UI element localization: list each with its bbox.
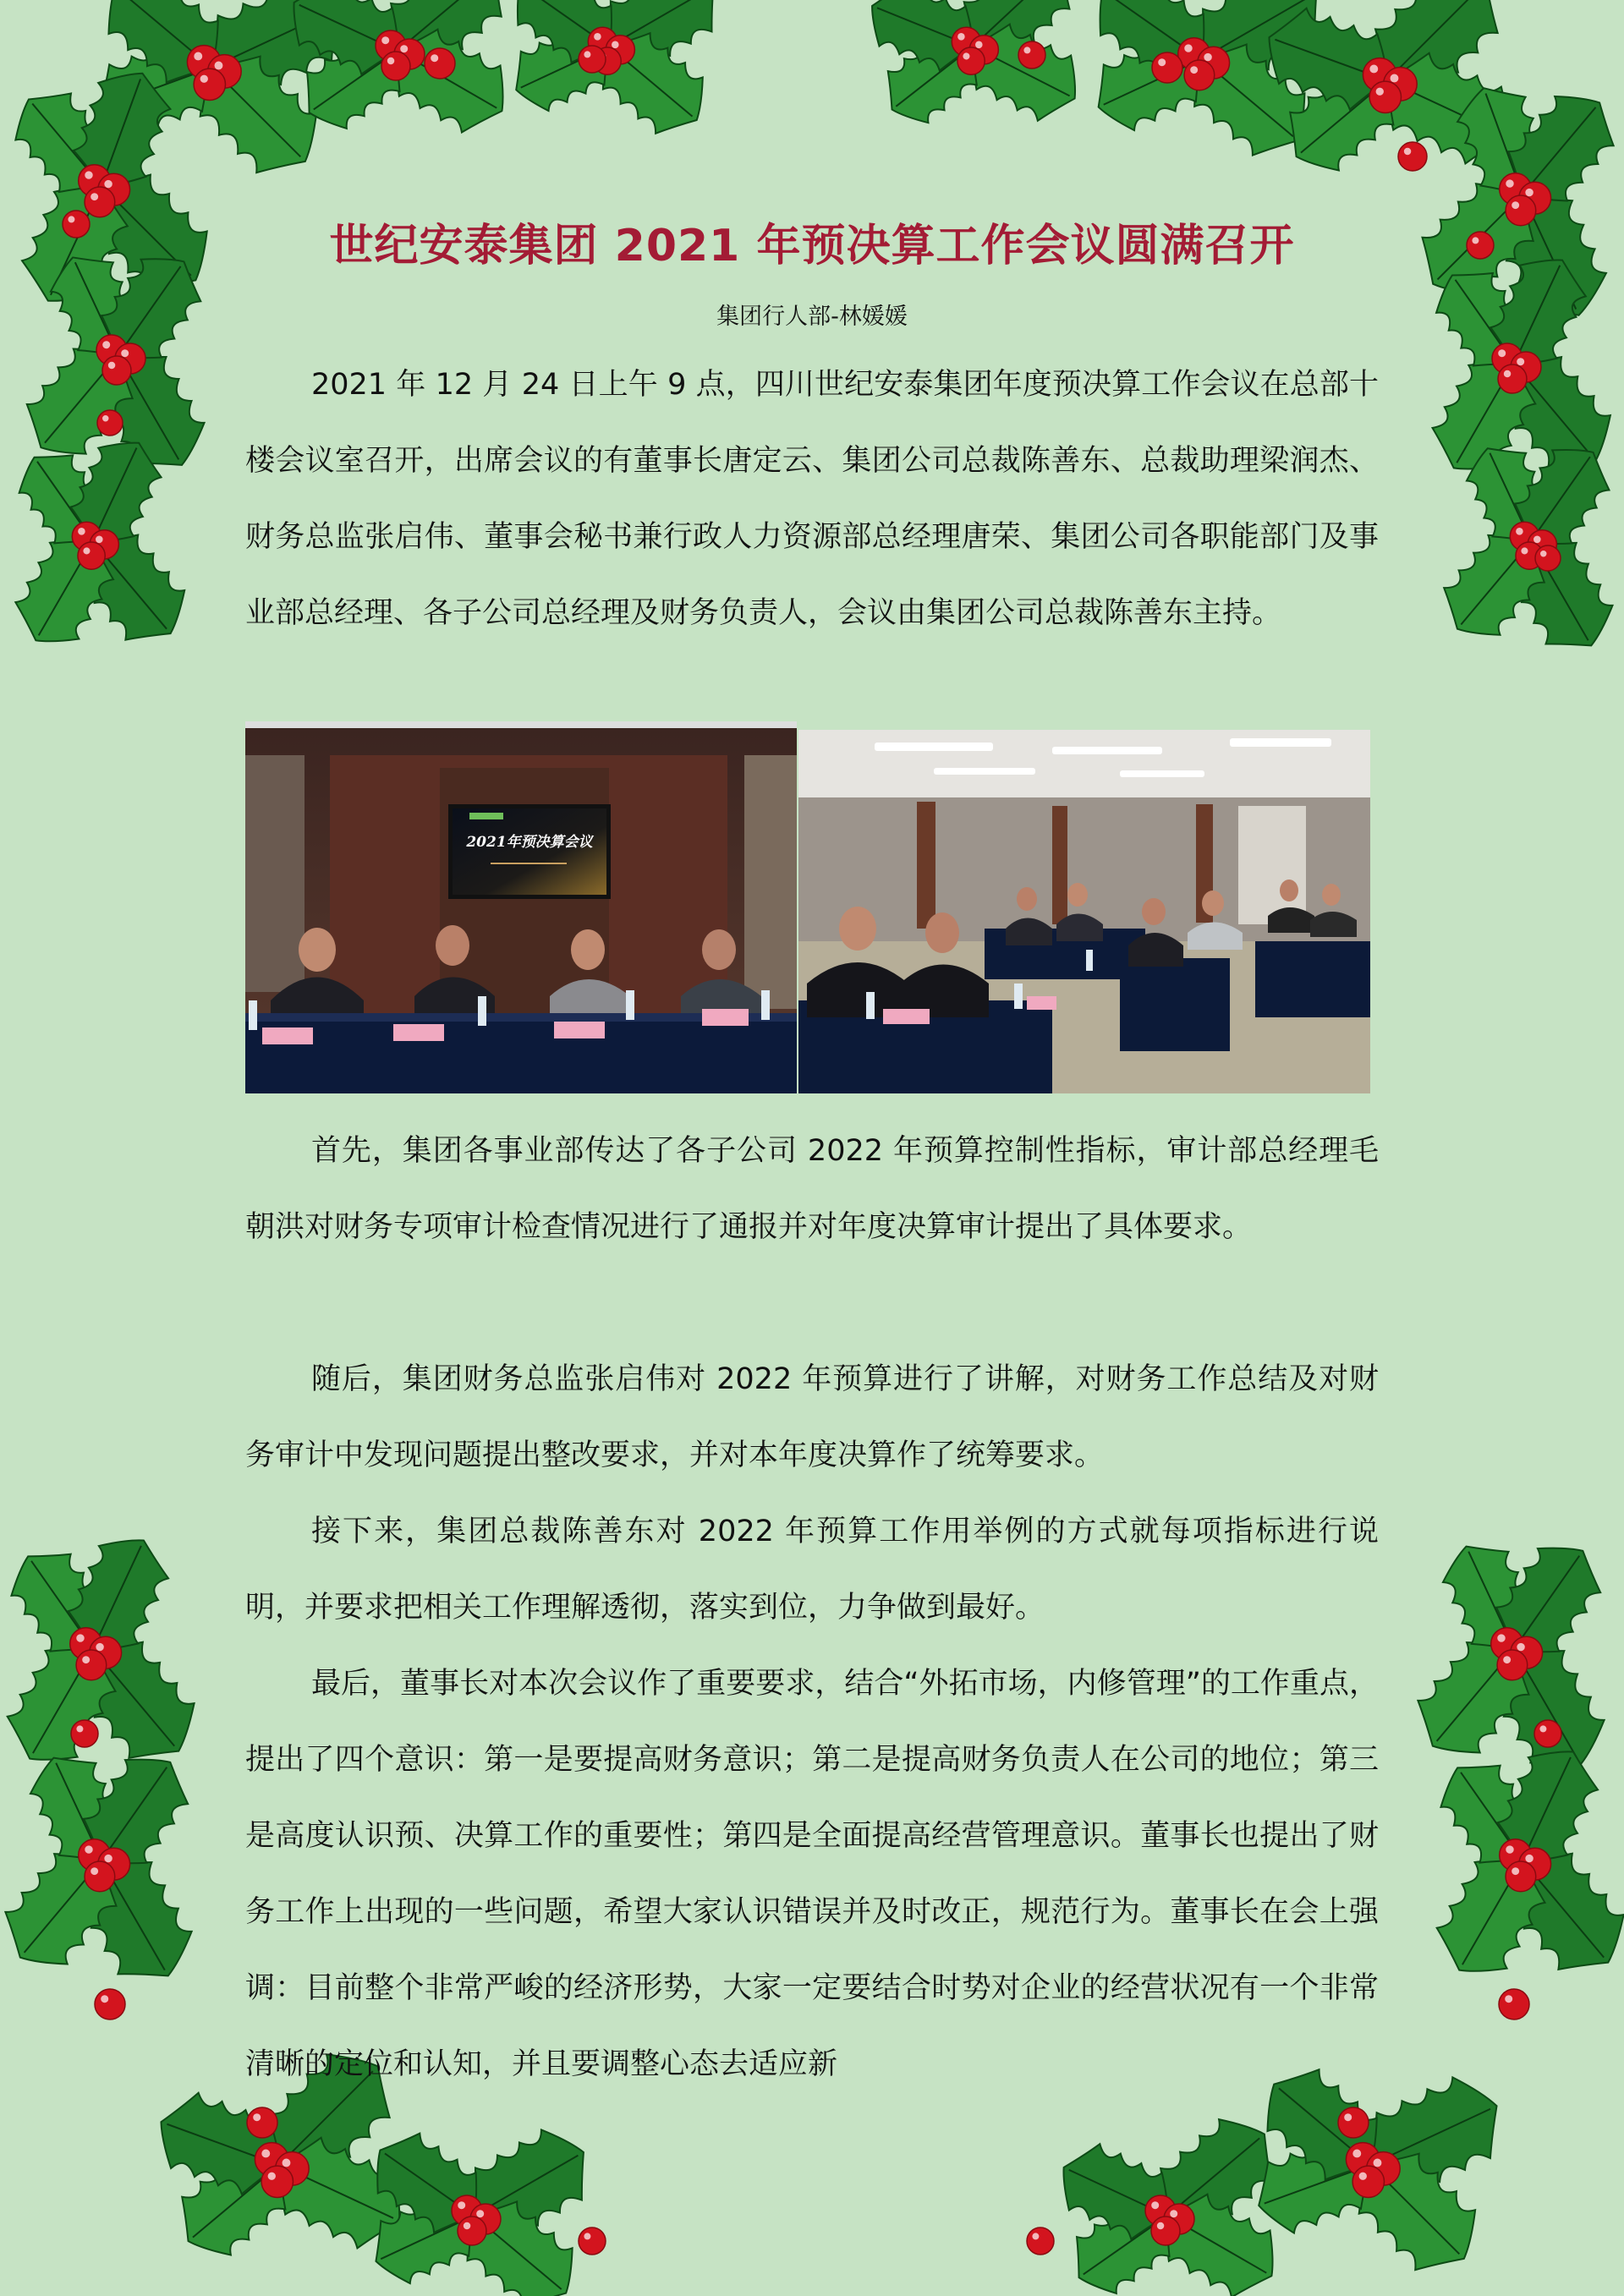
berry-highlight	[83, 547, 90, 554]
paragraph-2: 首先，集团各事业部传达了各子公司 2022 年预算控制性指标，审计部总经理毛朝洪对财务专项审计检查情况进行了通报并对年度决算审计提出了具体要求。	[245, 1134, 1379, 1244]
berry-highlight	[1517, 1643, 1524, 1651]
holly-berry	[63, 211, 90, 238]
berry-highlight	[975, 41, 983, 49]
holly-berry	[261, 2166, 293, 2197]
berry-highlight	[1505, 1995, 1512, 2003]
berry-highlight	[85, 171, 92, 178]
berry-highlight	[963, 52, 969, 59]
berry-highlight	[584, 2233, 590, 2239]
holly-berry	[1352, 2166, 1384, 2197]
berry-highlight	[1498, 349, 1506, 357]
berry-highlight	[1539, 1725, 1546, 1732]
holly-berry	[1152, 52, 1182, 83]
berry-highlight	[215, 62, 223, 70]
berry-highlight	[584, 51, 590, 58]
article-author: 集团行人部-林媛媛	[716, 304, 908, 330]
berry-highlight	[68, 216, 74, 222]
berry-highlight	[82, 1656, 90, 1663]
berry-highlight	[1151, 2201, 1159, 2209]
berry-highlight	[76, 1725, 83, 1732]
berry-highlight	[476, 2210, 484, 2217]
holly-berry	[458, 2217, 486, 2245]
berry-highlight	[1204, 53, 1211, 61]
paragraph-4: 接下来，集团总裁陈善东对 2022 年预算工作用举例的方式就每项指标进行说明，并要求把相关工作理解透彻，落实到位，力争做到最好。	[245, 1515, 1379, 1625]
berry-highlight	[1369, 65, 1378, 74]
berry-highlight	[104, 1855, 112, 1862]
holly-berry	[1018, 41, 1045, 68]
article-title: 世纪安泰集团 2021 年预决算工作会议圆满召开	[329, 221, 1295, 271]
berry-highlight	[458, 2201, 465, 2209]
berry-highlight	[1404, 148, 1412, 156]
berry-highlight	[431, 54, 438, 62]
berry-highlight	[1170, 2210, 1177, 2217]
berry-highlight	[1503, 1656, 1511, 1663]
berry-highlight	[612, 41, 619, 49]
berry-highlight	[1512, 1867, 1519, 1875]
meeting-photo-left	[245, 721, 797, 1093]
holly-berry	[1467, 232, 1494, 259]
holly-berry	[1184, 60, 1215, 90]
meeting-photo-right	[798, 730, 1370, 1093]
berry-highlight	[1517, 358, 1524, 365]
holly-berry	[425, 48, 455, 79]
holly-berry	[579, 46, 606, 73]
berry-highlight	[400, 45, 408, 52]
berry-highlight	[1525, 189, 1533, 196]
berry-highlight	[1391, 74, 1399, 83]
berry-highlight	[1376, 88, 1384, 96]
photo-row	[245, 721, 1370, 1093]
berry-highlight	[464, 2222, 471, 2230]
berry-highlight	[1184, 44, 1192, 52]
holly-berry	[247, 2107, 277, 2138]
berry-highlight	[1497, 1634, 1505, 1641]
berry-highlight	[1023, 47, 1030, 53]
berry-highlight	[78, 528, 85, 535]
berry-highlight	[1525, 1855, 1533, 1862]
holly-berry	[85, 1861, 115, 1892]
berry-highlight	[1540, 551, 1547, 557]
berry-highlight	[102, 341, 110, 348]
holly-berry	[76, 1650, 107, 1680]
berry-highlight	[91, 193, 98, 200]
paragraph-3: 随后，集团财务总监张启伟对 2022 年预算进行了讲解，对财务工作总结及对财务审计中发现问题提出整改要求，并对本年度决算作了统筹要求。	[245, 1362, 1379, 1472]
berry-highlight	[387, 58, 395, 65]
holly-berry	[1535, 545, 1561, 571]
berry-highlight	[96, 536, 103, 544]
berry-highlight	[1506, 1845, 1513, 1853]
berry-highlight	[194, 52, 202, 61]
holly-berry	[1369, 81, 1401, 112]
berry-highlight	[76, 1634, 84, 1641]
berry-highlight	[1344, 2113, 1352, 2121]
berry-highlight	[594, 33, 601, 41]
holly-berry	[579, 2228, 606, 2255]
berry-highlight	[1521, 547, 1528, 554]
berry-highlight	[957, 33, 965, 41]
berry-highlight	[1504, 370, 1512, 378]
holly-berry	[95, 1989, 125, 2019]
paragraph-5: 最后，董事长对本次会议作了重要要求，结合“外拓市场，内修管理”的工作重点，提出了四个意识：第一是要提高财务意识；第二是提高财务负责人在公司的地位；第三是高度认识预、决算工作的重要性；第四是全面提高经营管理意识。董事长也提出了财务工作上出现的一些问题，希望大家认识错误并及时改正，规范行为。董事长在会上强调：目前整个非常严峻的经济形势，大家一定要结合时势对企业的经营状况有一个非常清晰的定位和认知，并且要调整心态去适应新	[245, 1667, 1379, 2081]
holly-berry	[85, 187, 115, 217]
berry-highlight	[101, 1995, 108, 2003]
berry-highlight	[91, 1867, 98, 1875]
berry-highlight	[261, 2150, 270, 2158]
holly-berry	[1497, 1650, 1528, 1680]
berry-highlight	[1374, 2159, 1382, 2167]
holly-berry	[381, 52, 410, 80]
berry-highlight	[253, 2113, 261, 2121]
screen-text: 2021年预决算会议	[466, 834, 593, 851]
berry-highlight	[283, 2159, 291, 2167]
berry-highlight	[1472, 237, 1479, 244]
holly-berry	[1027, 2228, 1054, 2255]
berry-highlight	[102, 415, 109, 422]
holly-berry	[1534, 1720, 1561, 1747]
holly-berry	[1506, 195, 1536, 226]
berry-highlight	[1516, 528, 1523, 535]
holly-berry	[1499, 1989, 1529, 2019]
berry-highlight	[1157, 2222, 1165, 2230]
berry-highlight	[1512, 201, 1519, 209]
holly-berry	[1506, 1861, 1536, 1892]
berry-highlight	[1190, 66, 1198, 74]
berry-highlight	[1359, 2173, 1367, 2180]
holly-berry	[1151, 2217, 1180, 2245]
holly-berry	[71, 1720, 98, 1747]
berry-highlight	[1533, 536, 1541, 544]
berry-highlight	[1032, 2233, 1039, 2239]
holly-berry	[102, 356, 131, 385]
holly-berry	[78, 542, 105, 569]
berry-highlight	[1158, 58, 1166, 66]
berry-highlight	[85, 1845, 92, 1853]
holly-berry	[1398, 142, 1427, 171]
berry-highlight	[200, 75, 208, 83]
berry-highlight	[268, 2173, 276, 2180]
berry-highlight	[108, 362, 116, 370]
berry-highlight	[1352, 2150, 1361, 2158]
holly-berry	[194, 68, 225, 100]
berry-highlight	[121, 349, 129, 357]
berry-highlight	[104, 180, 112, 188]
berry-highlight	[381, 36, 389, 44]
holly-berry	[957, 47, 985, 74]
berry-highlight	[1506, 179, 1513, 187]
holly-berry	[1498, 364, 1527, 393]
holly-berry	[1338, 2107, 1369, 2138]
holly-berry	[97, 410, 123, 436]
berry-highlight	[96, 1643, 103, 1651]
paragraph-1: 2021 年 12 月 24 日上午 9 点，四川世纪安泰集团年度预决算工作会议在总部十楼会议室召开，出席会议的有董事长唐定云、集团公司总裁陈善东、总裁助理梁润杰、财务总监张启伟、董事会秘书兼行政人力资源部总经理唐荣、集团公司各职能部门及事业部总经理、各子公司总经理及财务负责人，会议由集团公司总裁陈善东主持。	[245, 368, 1379, 630]
